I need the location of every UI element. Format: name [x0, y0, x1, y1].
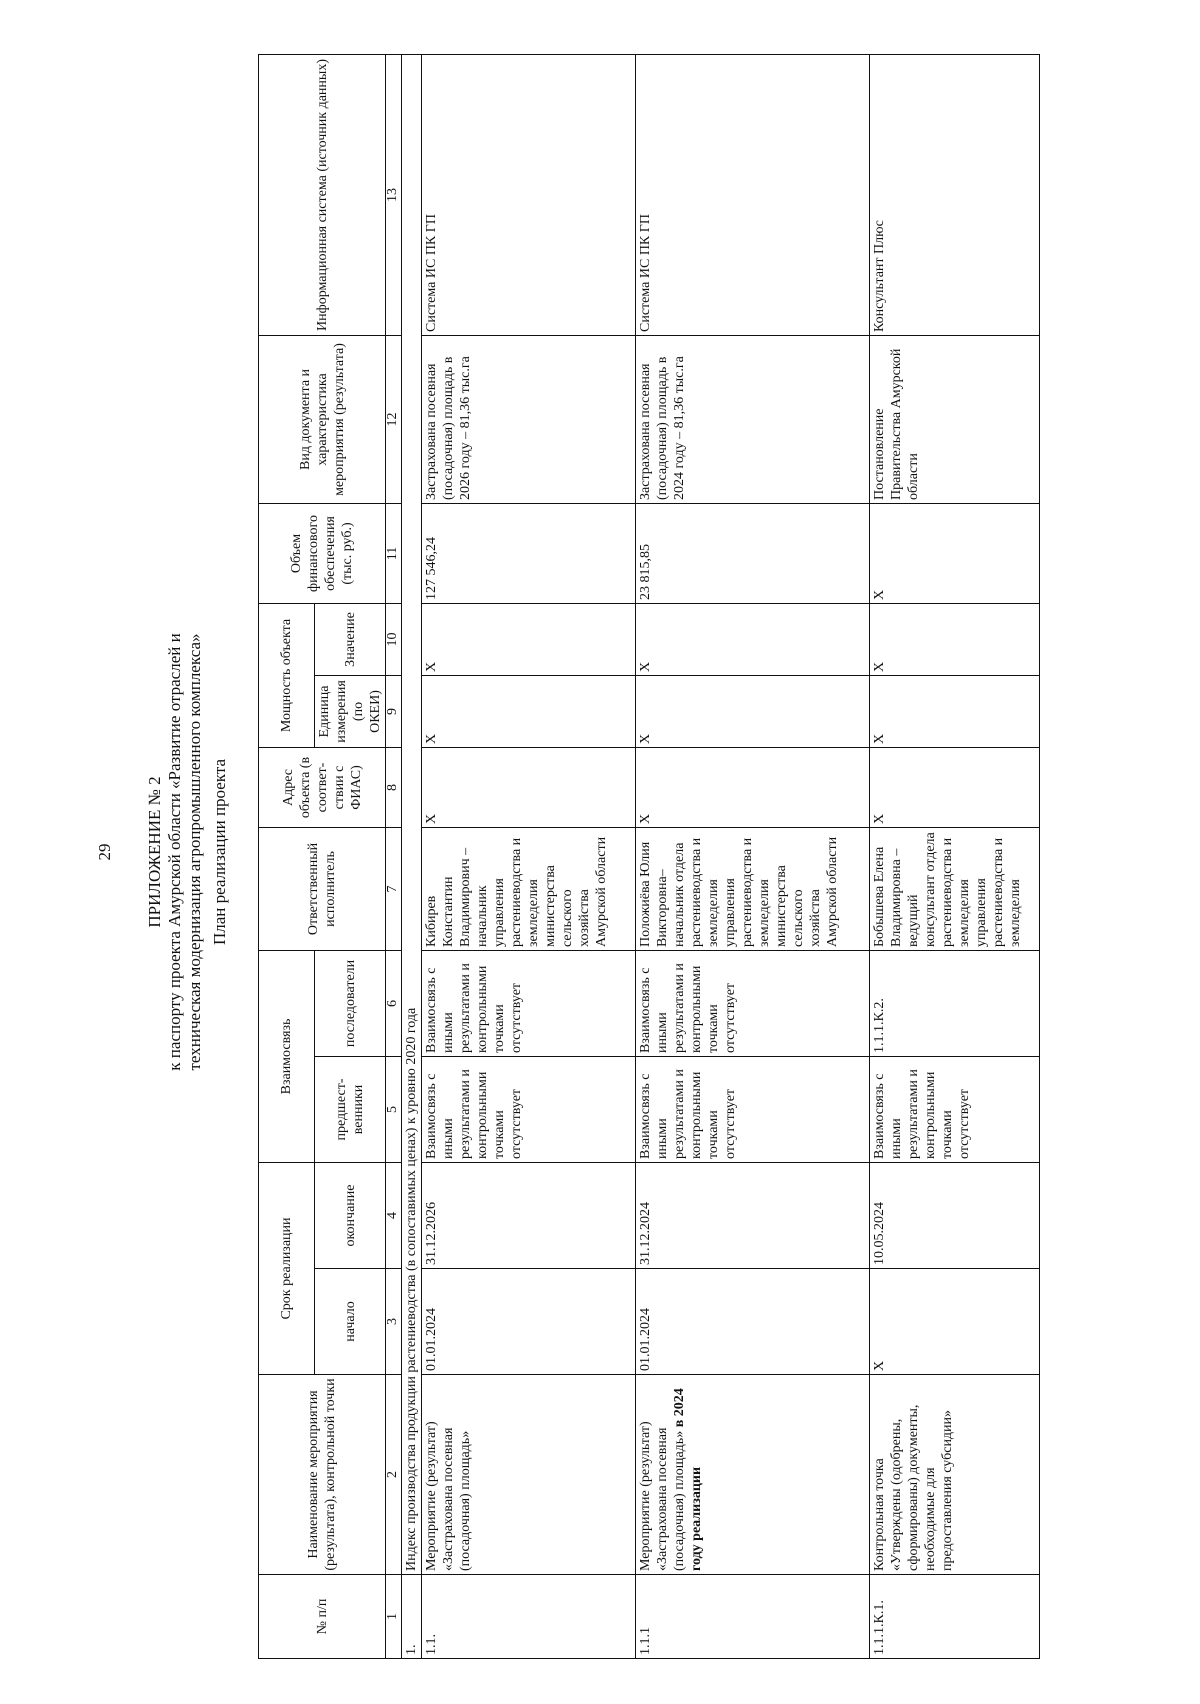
header-capacity-unit: Единица измерения (по ОКЕИ)	[315, 676, 386, 748]
header-period: Срок реализации	[259, 1163, 315, 1375]
header-relation-pred: предшест-венники	[315, 1057, 386, 1163]
row-doc: Застрахована посевная (посадочная) площадь в 2024 году – 81,36 тыс.га	[636, 335, 870, 503]
row-successors: Взаимосвязь с иными результатами и контрольными точками отсутствует	[636, 951, 870, 1057]
header-period-start: начало	[315, 1269, 386, 1375]
row-end: 10.05.2024	[870, 1163, 1040, 1269]
row-doc: Застрахована посевная (посадочная) площадь в 2026 году – 81,36 тыс.га	[422, 335, 636, 503]
row-unit: Х	[870, 676, 1040, 748]
header-capacity-value: Значение	[315, 603, 386, 675]
header-relation: Взаимосвязь	[259, 951, 315, 1163]
row-num: 1.1.1.К.1.	[870, 1575, 1040, 1659]
header-responsible: Ответственный исполнитель	[259, 828, 386, 951]
row-name-text: Контрольная точка «Утверждены (одобрены, сформированы) документы, необходимые для предоставления субсидии»	[872, 1404, 955, 1571]
row-start: Х	[870, 1269, 1040, 1375]
row-address: Х	[870, 748, 1040, 828]
row-name-text: Мероприятие (результат) «Застрахована посевная (посадочная) площадь»	[638, 1421, 687, 1571]
column-number: 2	[386, 1375, 402, 1575]
row-finance: 23 815,85	[636, 503, 870, 603]
row-address: Х	[636, 748, 870, 828]
column-number: 6	[386, 951, 402, 1057]
row-value: Х	[636, 603, 870, 675]
header-finance: Объем финансового обеспечения (тыс. руб.)	[259, 503, 386, 603]
column-number: 3	[386, 1269, 402, 1375]
row-name-bold: в 2024 году реализации	[672, 1388, 704, 1571]
row-predecessors: Взаимосвязь с иными результатами и контрольными точками отсутствует	[870, 1057, 1040, 1163]
row-value: Х	[870, 603, 1040, 675]
column-number: 8	[386, 748, 402, 828]
row-end: 31.12.2026	[422, 1163, 636, 1269]
column-number: 11	[386, 503, 402, 603]
header-period-end: окончание	[315, 1163, 386, 1269]
column-number: 10	[386, 603, 402, 675]
column-number: 9	[386, 676, 402, 748]
column-number: 7	[386, 828, 402, 951]
row-predecessors: Взаимосвязь с иными результатами и контрольными точками отсутствует	[636, 1057, 870, 1163]
row-responsible: Кибирев Константин Владимирович – начальник управления растениеводства и земледелия министерства сельского хозяйства Амурской области	[422, 828, 636, 951]
section-row	[402, 54, 422, 1658]
page-number: 29	[95, 843, 114, 861]
plan-table	[258, 54, 1040, 1659]
column-number: 12	[386, 335, 402, 503]
table-row	[636, 54, 870, 1658]
row-successors: 1.1.1.К.2.	[870, 951, 1040, 1057]
header-relation-succ: последователи	[315, 951, 386, 1057]
header-num: № п/п	[259, 1575, 386, 1659]
row-start: 01.01.2024	[422, 1269, 636, 1375]
column-numbers-row	[386, 54, 402, 1658]
row-name	[422, 1375, 636, 1575]
table-row	[422, 54, 636, 1658]
row-responsible: Бобышева Елена Владимировна – ведущий консультант отдела растениеводства и земледелия управления растениеводства и земледелия	[870, 828, 1040, 951]
column-number: 5	[386, 1057, 402, 1163]
row-unit: Х	[422, 676, 636, 748]
header-name: Наименование мероприятия (результата), контрольной точки	[259, 1375, 386, 1575]
row-name	[870, 1375, 1040, 1575]
row-name	[636, 1375, 870, 1575]
table-row	[870, 54, 1040, 1658]
row-address: Х	[422, 748, 636, 828]
header-doc: Вид документа и характеристика мероприятия (результата)	[259, 335, 386, 503]
row-unit: Х	[636, 676, 870, 748]
row-info: Консультант Плюс	[870, 54, 1040, 335]
header-capacity: Мощность объекта	[259, 603, 315, 747]
section-num: 1.	[402, 1575, 422, 1659]
row-successors: Взаимосвязь с иными результатами и контрольными точками отсутствует	[422, 951, 636, 1057]
row-info: Система ИС ПК ГП	[422, 54, 636, 335]
row-name-text: Мероприятие (результат) «Застрахована посевная (посадочная) площадь»	[424, 1421, 473, 1571]
row-info: Система ИС ПК ГП	[636, 54, 870, 335]
header-info: Информационная система (источник данных)	[259, 54, 386, 335]
row-finance: Х	[870, 503, 1040, 603]
column-number: 1	[386, 1575, 402, 1659]
section-title: Индекс производства продукции растениеводства (в сопоставимых ценах) к уровню 2020 года	[402, 54, 422, 1574]
appendix-line-1: ПРИЛОЖЕНИЕ № 2	[145, 776, 164, 928]
column-number: 13	[386, 54, 402, 335]
appendix-line-2: к паспорту проекта Амурской области «Развитие отраслей и	[165, 633, 184, 1071]
row-doc: Постановление Правительства Амурской области	[870, 335, 1040, 503]
header-address: Адрес объекта (в соответ-ствии с ФИАС)	[259, 748, 386, 828]
row-finance: 127 546,24	[422, 503, 636, 603]
row-end: 31.12.2024	[636, 1163, 870, 1269]
row-num: 1.1.1	[636, 1575, 870, 1659]
appendix-heading	[145, 0, 205, 1704]
column-number: 4	[386, 1163, 402, 1269]
row-value: Х	[422, 603, 636, 675]
plan-title: План реализации проекта	[210, 758, 229, 946]
row-responsible: Положиёва Юлия Викторовна– начальник отдела растениеводства и земледелия управления растениеводства и земледелия министерства сельского хозяйства Амурской области	[636, 828, 870, 951]
row-num: 1.1.	[422, 1575, 636, 1659]
row-start: 01.01.2024	[636, 1269, 870, 1375]
row-predecessors: Взаимосвязь с иными результатами и контрольными точками отсутствует	[422, 1057, 636, 1163]
appendix-line-3: техническая модернизация агропромышленного комплекса»	[185, 633, 204, 1071]
